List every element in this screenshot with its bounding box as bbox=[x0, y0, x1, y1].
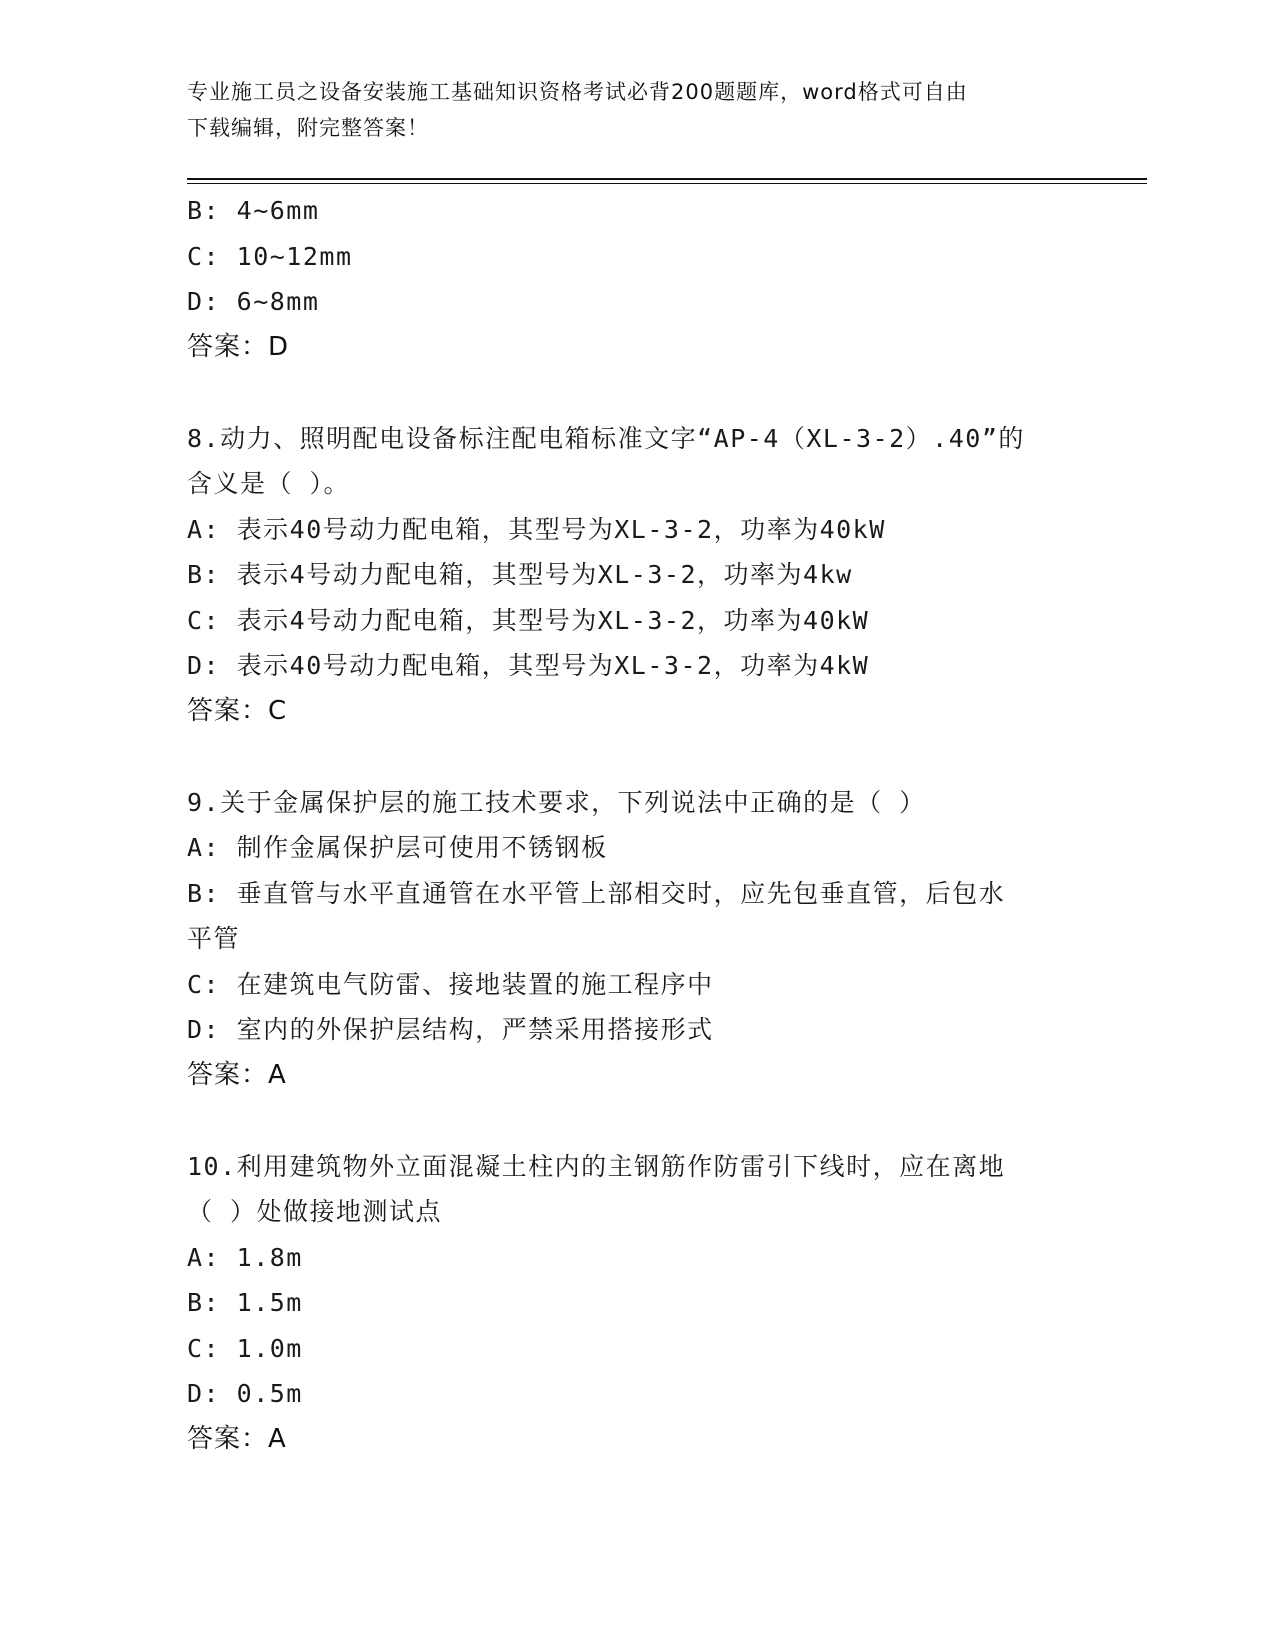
document-header bbox=[187, 74, 1067, 146]
question-stem: 9.关于金属保护层的施工技术要求，下列说法中正确的是（ ） bbox=[187, 787, 926, 817]
spacer bbox=[187, 370, 1077, 416]
option-a: A: 制作金属保护层可使用不锈钢板 bbox=[187, 833, 608, 862]
option-d: D: 表示40号动力配电箱，其型号为XL-3-2，功率为4kW bbox=[187, 651, 870, 680]
question-9 bbox=[187, 780, 1077, 1099]
question-10 bbox=[187, 1144, 1077, 1463]
question-stem: 10.利用建筑物外立面混凝土柱内的主钢筋作防雷引下线时，应在离地 bbox=[187, 1151, 1006, 1181]
header-divider-thick bbox=[187, 178, 1147, 180]
option-b-continued: 平管 bbox=[187, 924, 241, 953]
option-c: C: 表示4号动力配电箱，其型号为XL-3-2，功率为40kW bbox=[187, 605, 870, 635]
header-divider-thin bbox=[187, 183, 1147, 184]
answer: 答案：C bbox=[187, 695, 288, 726]
question-stem: 8.动力、照明配电设备标注配电箱标准文字“AP-4（XL-3-2）.40”的 bbox=[187, 423, 1025, 453]
option-a: A: 表示40号动力配电箱，其型号为XL-3-2，功率为40kW bbox=[187, 514, 886, 544]
question-stem-continued: 含义是（ ）。 bbox=[187, 469, 351, 498]
option-a: A: 1.8m bbox=[187, 1242, 303, 1272]
header-line-1: 专业施工员之设备安装施工基础知识资格考试必背200题题库，word格式可自由 bbox=[187, 80, 968, 104]
option-d: D: 6~8mm bbox=[187, 287, 320, 316]
option-c: C: 10~12mm bbox=[187, 241, 353, 271]
option-b: B: 表示4号动力配电箱，其型号为XL-3-2，功率为4kw bbox=[187, 560, 853, 589]
option-c: C: 在建筑电气防雷、接地装置的施工程序中 bbox=[187, 969, 714, 999]
option-b: B: 1.5m bbox=[187, 1288, 303, 1317]
option-b: B: 4~6mm bbox=[187, 196, 320, 225]
header-line-2: 下载编辑，附完整答案！ bbox=[187, 116, 429, 140]
answer: 答案：D bbox=[187, 331, 290, 362]
answer: 答案：A bbox=[187, 1423, 287, 1454]
question-stem-continued: （ ）处做接地测试点 bbox=[187, 1197, 443, 1226]
option-b: B: 垂直管与水平直通管在水平管上部相交时，应先包垂直管，后包水 bbox=[187, 878, 1006, 908]
spacer bbox=[187, 734, 1077, 780]
question-8 bbox=[187, 416, 1077, 735]
answer: 答案：A bbox=[187, 1059, 287, 1090]
question-content bbox=[187, 188, 1077, 1462]
question-7-tail bbox=[187, 188, 1077, 370]
option-c: C: 1.0m bbox=[187, 1333, 303, 1363]
option-d: D: 0.5m bbox=[187, 1379, 303, 1408]
spacer bbox=[187, 1098, 1077, 1144]
option-d: D: 室内的外保护层结构，严禁采用搭接形式 bbox=[187, 1015, 714, 1044]
